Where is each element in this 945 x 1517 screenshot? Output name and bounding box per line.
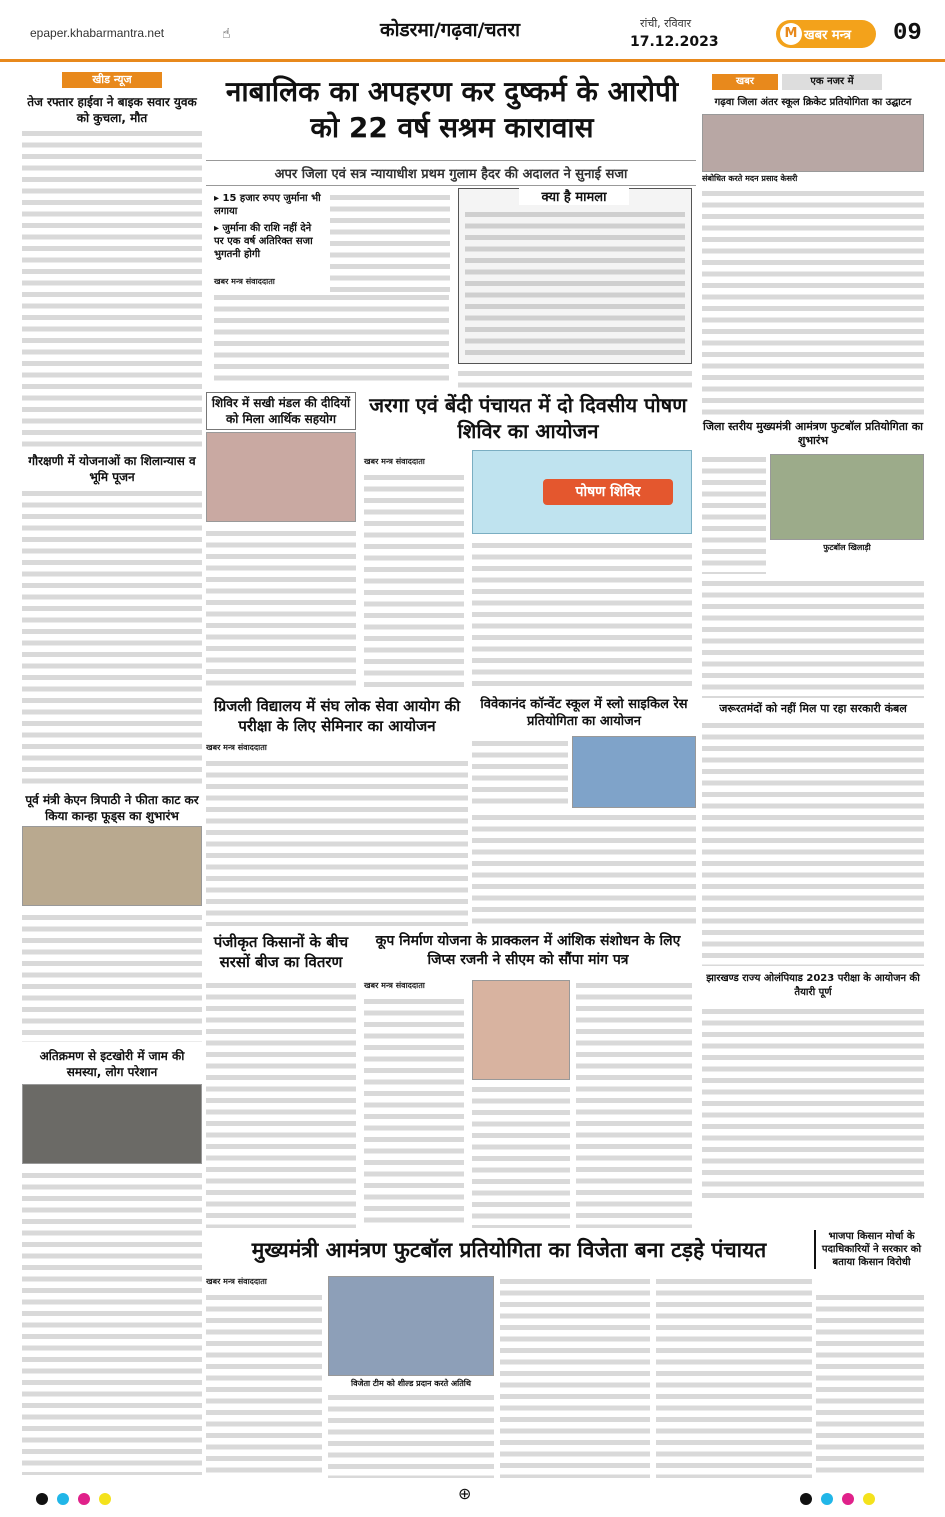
color-mark-cyan <box>57 1493 69 1505</box>
right-story-1-caption: संबोधित करते मदन प्रसाद केसरी <box>702 174 798 183</box>
edition-place: रांची, रविवार <box>640 17 692 30</box>
right-column <box>702 70 924 1480</box>
grizly-story <box>206 696 468 928</box>
left-section-tag: खीड न्यूज <box>62 72 162 88</box>
right-story-2-photo <box>770 454 924 540</box>
football-body-3 <box>500 1276 650 1478</box>
right-story-5-body <box>816 1292 924 1478</box>
color-mark-yellow <box>99 1493 111 1505</box>
football-body-2 <box>328 1392 494 1478</box>
right-story-4-title: झारखण्ड राज्य ओलंपियाड 2023 परीक्षा के आयोजन की तैयारी पूर्ण <box>706 973 920 998</box>
vivek-body-2 <box>472 812 696 926</box>
grizly-title: ग्रिजली विद्यालय में संघ लोक सेवा आयोग की परीक्षा के लिए सेमिनार का आयोजन <box>213 697 461 735</box>
color-mark-cyan-2 <box>821 1493 833 1505</box>
football-photo <box>328 1276 494 1376</box>
right-story-4-body <box>702 1006 924 1204</box>
shivir-story <box>206 392 356 692</box>
edition-date: 17.12.2023 <box>630 34 719 50</box>
main-subhead: अपर जिला एवं सत्र न्यायाधीश प्रथम गुलाम हैदर की अदालत ने सुनाई सजा <box>206 160 696 186</box>
panjikrit-story <box>206 932 356 1232</box>
right-story-1-photo <box>702 114 924 172</box>
football-body-1 <box>206 1292 322 1478</box>
left-story-4-body <box>22 1170 202 1475</box>
shivir-title: शिविर में सखी मंडल की दीदियों को मिला आर्थिक सहयोग <box>206 392 356 430</box>
color-mark-black-2 <box>800 1493 812 1505</box>
footer-color-marks-right <box>800 1490 879 1509</box>
left-story-1-title: तेज रफ्तार हाईवा ने बाइक सवार युवक को कुचला, मौत <box>27 95 197 125</box>
page-header <box>0 0 945 62</box>
shivir-photo <box>206 432 356 522</box>
koop-byline: खबर मन्त्र संवाददाता <box>364 981 425 990</box>
bullet-1-text: 15 हजार रुपए जुर्माना भी लगाया <box>214 193 321 217</box>
footer-crosshair-icon: ⊕ <box>458 1484 472 1503</box>
left-column <box>22 70 202 1480</box>
main-body-col2 <box>330 192 450 292</box>
jarga-byline: खबर मन्त्र संवाददाता <box>364 457 425 466</box>
color-mark-magenta <box>78 1493 90 1505</box>
case-box-body <box>465 209 685 359</box>
case-box <box>458 188 692 364</box>
koop-story <box>360 932 696 1232</box>
football-title: मुख्यमंत्री आमंत्रण फुटबॉल प्रतियोगिता का विजेता बना टड़हे पंचायत <box>251 1238 767 1262</box>
koop-body-2 <box>472 1084 570 1228</box>
bullet-2-text: जुर्माना की राशि नहीं देने पर एक वर्ष अतिरिक्त सजा भुगतनी होगी <box>214 223 313 260</box>
vivek-story <box>472 696 696 928</box>
koop-title: कूप निर्माण योजना के प्राक्कलन में आंशिक संशोधन के लिए जिप्स रजनी ने सीएम को सौंपा मांग पत्र <box>375 933 681 968</box>
left-story-2-body <box>22 488 202 788</box>
right-story-2-body-b <box>702 578 924 698</box>
right-story-2-caption: फुटबॉल खिलाड़ी <box>823 543 871 552</box>
main-body <box>214 292 449 387</box>
left-story-3-body <box>22 912 202 1042</box>
jarga-body-1 <box>364 472 464 687</box>
left-story-3-photo <box>22 826 202 906</box>
poshan-banner-text: पोषण शिविर <box>543 479 673 505</box>
right-story-3-body <box>702 720 924 966</box>
football-byline: खबर मन्त्र संवाददाता <box>206 1277 267 1286</box>
section-title: कोडरमा/गढ़वा/चतरा <box>380 19 521 41</box>
brand-logo <box>776 20 876 48</box>
main-story <box>206 70 696 390</box>
grizly-body <box>206 758 468 926</box>
koop-body-1 <box>364 996 464 1228</box>
jarga-body-2 <box>472 540 692 688</box>
color-mark-yellow-2 <box>863 1493 875 1505</box>
right-tag-2: एक नजर में <box>782 74 882 90</box>
right-story-2-body-a <box>702 454 766 574</box>
right-story-1-title: गढ़वा जिला अंतर स्कूल क्रिकेट प्रतियोगिता का उद्घाटन <box>714 97 912 108</box>
main-body-col3 <box>458 368 692 388</box>
right-story-1-body <box>702 188 924 416</box>
main-byline: खबर मन्त्र संवाददाता <box>214 277 275 286</box>
page-number: 09 <box>893 20 922 47</box>
left-story-4-photo <box>22 1084 202 1164</box>
left-story-4-title: अतिक्रमण से इटखोरी में जाम की समस्या, लोग परेशान <box>39 1049 185 1079</box>
koop-portrait <box>472 980 570 1080</box>
main-bullet-1: ▸ 15 हजार रुपए जुर्माना भी लगाया <box>214 193 321 217</box>
left-story-2-title: गौरक्षणी में योजनाओं का शिलान्यास व भूमि पूजन <box>28 454 196 484</box>
panjikrit-title: पंजीकृत किसानों के बीच सरसों बीज का वितरण <box>213 933 349 971</box>
color-mark-magenta-2 <box>842 1493 854 1505</box>
logo-text: खबर मन्त्र <box>804 28 852 43</box>
jarga-title: जरगा एवं बेंदी पंचायत में दो दिवसीय पोषण शिविर का आयोजन <box>369 393 687 443</box>
case-box-title: क्या है मामला <box>519 187 629 205</box>
football-caption: विजेता टीम को शील्ड प्रदान करते अतिथि <box>351 1379 471 1388</box>
vivek-title: विवेकानंद कॉन्वेंट स्कूल में स्लो साइकिल रेस प्रतियोगिता का आयोजन <box>480 697 688 729</box>
right-story-2-title: जिला स्तरीय मुख्यमंत्री आमंत्रण फुटबॉल प्रतियोगिता का शुभारंभ <box>703 420 923 447</box>
right-tag-1: खबर <box>712 74 778 90</box>
shivir-body <box>206 528 356 688</box>
vivek-body-1 <box>472 738 568 808</box>
main-headline: नाबालिक का अपहरण कर दुष्कर्म के आरोपी को 22 वर्ष सश्रम कारावास <box>225 75 679 144</box>
site-url[interactable]: epaper.khabarmantra.net <box>30 26 165 40</box>
pointer-icon: ☝ <box>222 26 231 42</box>
main-bullet-2: ▸ जुर्माना की राशि नहीं देने पर एक वर्ष अतिरिक्त सजा भुगतनी होगी <box>214 223 313 260</box>
logo-mark-icon: M <box>780 23 802 45</box>
left-story-3-title: पूर्व मंत्री केएन त्रिपाठी ने फीता काट कर किया कान्हा फूड्स का शुभारंभ <box>25 793 199 823</box>
grizly-byline: खबर मन्त्र संवाददाता <box>206 743 267 752</box>
jarga-story <box>360 392 696 692</box>
poshan-banner <box>472 450 692 534</box>
vivek-photo <box>572 736 696 808</box>
koop-body-3 <box>576 980 692 1228</box>
left-story-1-body <box>22 128 202 448</box>
right-story-5-title: भाजपा किसान मोर्चा के पदाधिकारियों ने सरकार को बताया किसान विरोधी <box>814 1230 924 1269</box>
panjikrit-body <box>206 980 356 1228</box>
color-mark-black <box>36 1493 48 1505</box>
right-story-3-title: जरूरतमंदों को नहीं मिल पा रहा सरकारी कंबल <box>719 702 907 715</box>
footer-color-marks-left <box>36 1490 115 1509</box>
